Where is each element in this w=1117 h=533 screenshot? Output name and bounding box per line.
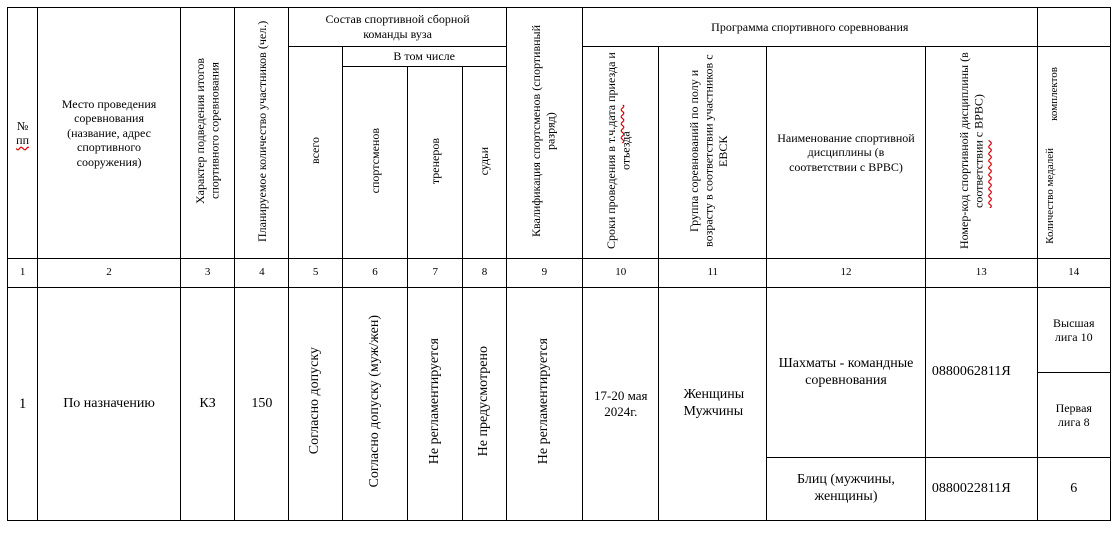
col-number: 8 <box>463 259 506 288</box>
header-discipline <box>767 47 926 259</box>
row-coaches-text: Не регламентируется <box>426 337 442 465</box>
header-medals-count: Количество медалей <box>1043 148 1056 244</box>
col-number: 13 <box>925 259 1037 288</box>
row-code-2: 0880022811Я <box>925 458 1037 521</box>
header-groups-text: Группа соревнований по полу и возрасту в соответствии участников с ЕВСК <box>686 54 730 248</box>
col-number: 7 <box>408 259 463 288</box>
row-qualification-text: Не регламентируется <box>535 337 551 465</box>
col-number: 1 <box>8 259 38 288</box>
col-number: 6 <box>342 259 407 288</box>
row-coaches <box>408 288 463 521</box>
header-total <box>289 47 342 259</box>
col-number: 11 <box>659 259 767 288</box>
col-number: 4 <box>235 259 289 288</box>
table-row <box>8 288 1111 373</box>
competition-table <box>7 7 1111 521</box>
header-place <box>38 8 181 259</box>
header-dates-part1: Сроки проведения в <box>603 143 618 250</box>
header-num-prefix: № <box>16 118 29 133</box>
header-total-text: всего <box>308 137 323 165</box>
col-number: 5 <box>289 259 342 288</box>
header-athletes-text: спортсменов <box>367 128 382 194</box>
header-dates-part2: т.ч.дата <box>603 105 618 144</box>
header-participants-text: Планируемое количество участников (чел.) <box>254 20 269 242</box>
header-program-group <box>583 8 1037 47</box>
header-num <box>8 8 38 259</box>
header-code-text <box>957 51 1005 251</box>
header-coaches <box>408 67 463 259</box>
header-blank <box>1037 8 1111 47</box>
row-result-type: КЗ <box>180 288 234 521</box>
row-medals-2: Первая лига 8 <box>1037 373 1111 458</box>
col-number: 10 <box>583 259 659 288</box>
header-discipline-text: Наименование спортивной дисциплины (в соответствии с ВРВС) <box>777 130 915 174</box>
header-participants <box>235 8 289 259</box>
header-code <box>925 47 1037 259</box>
header-including-text: В том числе <box>393 49 455 64</box>
col-number: 3 <box>180 259 234 288</box>
col-number: 12 <box>767 259 926 288</box>
header-place-text: Место проведения соревнования (название, адрес спортивного сооружения) <box>61 97 157 169</box>
header-program-group-text: Программа спортивного соревнования <box>711 19 909 34</box>
header-result-type-text: Характер подведения итогов спортивного соревнования <box>192 58 221 205</box>
row-medals-1: Высшая лига 10 <box>1037 288 1111 373</box>
row-code-1: 0880062811Я <box>925 288 1037 458</box>
header-team-group <box>289 8 506 47</box>
row-participants: 150 <box>235 288 289 521</box>
header-qualification <box>506 8 582 259</box>
header-result-type <box>180 8 234 259</box>
row-place: По назначению <box>38 288 181 521</box>
row-discipline-2: Блиц (мужчины, женщины) <box>767 458 926 521</box>
row-discipline-1: Шахматы - командные соревнования <box>767 288 926 458</box>
header-including <box>342 47 506 67</box>
header-team-group-text: Состав спортивной сборной команды вуза <box>325 12 470 41</box>
row-qualification <box>506 288 582 521</box>
row-total-text: Согласно допуску <box>307 347 323 455</box>
header-qualification-text: Квалификация спортсменов (спортивный разряд) <box>529 25 558 238</box>
header-coaches-text: тренеров <box>428 137 443 184</box>
row-judges-text: Не предусмотрено <box>476 345 492 457</box>
header-dates-text <box>604 51 638 251</box>
col-number: 9 <box>506 259 582 288</box>
header-num-suffix: пп <box>16 133 29 147</box>
row-total <box>289 288 342 521</box>
row-athletes <box>342 288 407 521</box>
header-dates <box>583 47 659 259</box>
header-code-part3: с ВРВС) <box>971 93 986 140</box>
row-groups: Женщины Мужчины <box>659 288 767 521</box>
header-athletes <box>342 67 407 259</box>
header-code-part1: Номер-код спортивной дисциплины (в <box>957 52 972 250</box>
row-number: 1 <box>8 288 38 521</box>
header-code-part2: соответствии <box>971 139 986 208</box>
header-dates-part3: приезда и отъезда <box>603 52 633 171</box>
row-athletes-text: Согласно допуску (муж/жен) <box>366 314 382 488</box>
col-number: 14 <box>1037 259 1111 288</box>
column-number-row <box>8 259 1111 288</box>
header-medals <box>1037 47 1111 259</box>
col-number: 2 <box>38 259 181 288</box>
header-groups <box>659 47 767 259</box>
header-medals-sets: комплектов <box>1047 67 1060 121</box>
row-judges <box>463 288 506 521</box>
header-judges <box>463 67 506 259</box>
row-medals-3: 6 <box>1037 458 1111 521</box>
row-dates: 17-20 мая 2024г. <box>583 288 659 521</box>
header-judges-text: судьи <box>477 146 492 176</box>
